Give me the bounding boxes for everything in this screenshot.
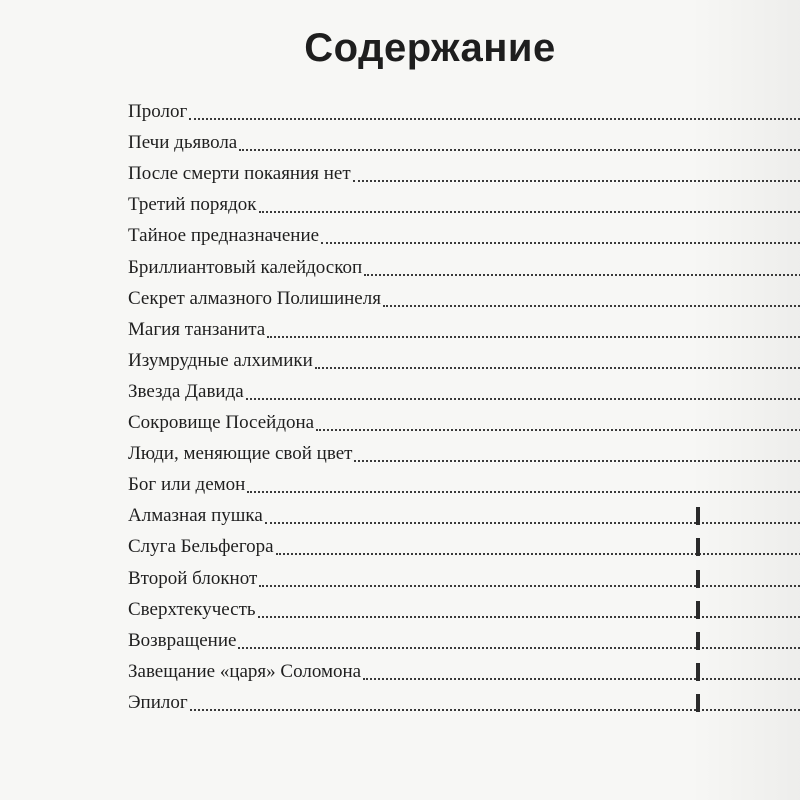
toc-entry: [128, 562, 800, 593]
toc-entry: [128, 189, 800, 220]
toc-entry: [128, 687, 800, 718]
page-number-fragment: [696, 507, 700, 525]
toc-entry: [128, 96, 800, 127]
dot-leader: [363, 672, 800, 680]
toc-entry: [128, 283, 800, 314]
page-number-fragment: [696, 538, 700, 556]
toc-entry-label: Пролог: [128, 101, 189, 127]
toc-entry: [128, 220, 800, 251]
toc-entry-label: Алмазная пушка: [128, 505, 265, 531]
page-number-fragment: [696, 601, 700, 619]
dot-leader: [259, 205, 800, 213]
page-number-fragment: [696, 663, 700, 681]
dot-leader: [190, 703, 800, 711]
toc-entry: [128, 531, 800, 562]
page-number-fragment: [696, 694, 700, 712]
toc-entry-label: Бриллиантовый калейдоскоп: [128, 257, 364, 283]
toc-entry: [128, 314, 800, 345]
dot-leader: [239, 143, 800, 151]
toc-entry-label: Звезда Давида: [128, 381, 246, 407]
page-number-fragment: [696, 570, 700, 588]
toc-entry-label: Сокровище Посейдона: [128, 412, 316, 438]
toc-entry: [128, 500, 800, 531]
toc-entry: [128, 407, 800, 438]
table-of-contents: [128, 96, 800, 718]
toc-entry: [128, 376, 800, 407]
toc-entry-label: Сверхтекучесть: [128, 599, 258, 625]
toc-entry: [128, 127, 800, 158]
page-title: Содержание: [304, 26, 556, 70]
dot-leader: [321, 236, 800, 244]
toc-entry: [128, 438, 800, 469]
dot-leader: [238, 641, 800, 649]
toc-entry: [128, 251, 800, 282]
toc-entry-label: Бог или демон: [128, 474, 247, 500]
toc-entry-label: Второй блокнот: [128, 568, 259, 594]
dot-leader: [276, 547, 800, 555]
toc-entry: [128, 625, 800, 656]
toc-entry: [128, 158, 800, 189]
toc-entry-label: Слуга Бельфегора: [128, 536, 276, 562]
toc-entry-label: Секрет алмазного Полишинеля: [128, 288, 383, 314]
dot-leader: [259, 579, 800, 587]
dot-leader: [247, 485, 800, 493]
toc-entry-label: Тайное предназначение: [128, 225, 321, 251]
toc-entry-label: Завещание «царя» Соломона: [128, 661, 363, 687]
toc-entry-label: Эпилог: [128, 692, 190, 718]
toc-entry-label: После смерти покаяния нет: [128, 163, 353, 189]
dot-leader: [265, 516, 800, 524]
toc-entry: [128, 656, 800, 687]
dot-leader: [353, 174, 800, 182]
toc-entry: [128, 594, 800, 625]
dot-leader: [354, 454, 800, 462]
toc-entry-label: Печи дьявола: [128, 132, 239, 158]
toc-entry-label: Люди, меняющие свой цвет: [128, 443, 354, 469]
toc-entry-label: Изумрудные алхимики: [128, 350, 315, 376]
toc-entry: [128, 469, 800, 500]
dot-leader: [258, 610, 800, 618]
toc-entry-label: Возвращение: [128, 630, 238, 656]
dot-leader: [189, 112, 800, 120]
toc-entry-label: Третий порядок: [128, 194, 259, 220]
dot-leader: [316, 423, 800, 431]
dot-leader: [267, 330, 800, 338]
dot-leader: [364, 268, 800, 276]
dot-leader: [246, 392, 800, 400]
dot-leader: [315, 361, 800, 369]
page-number-fragment: [696, 632, 700, 650]
toc-entry: [128, 345, 800, 376]
dot-leader: [383, 299, 800, 307]
toc-entry-label: Магия танзанита: [128, 319, 267, 345]
